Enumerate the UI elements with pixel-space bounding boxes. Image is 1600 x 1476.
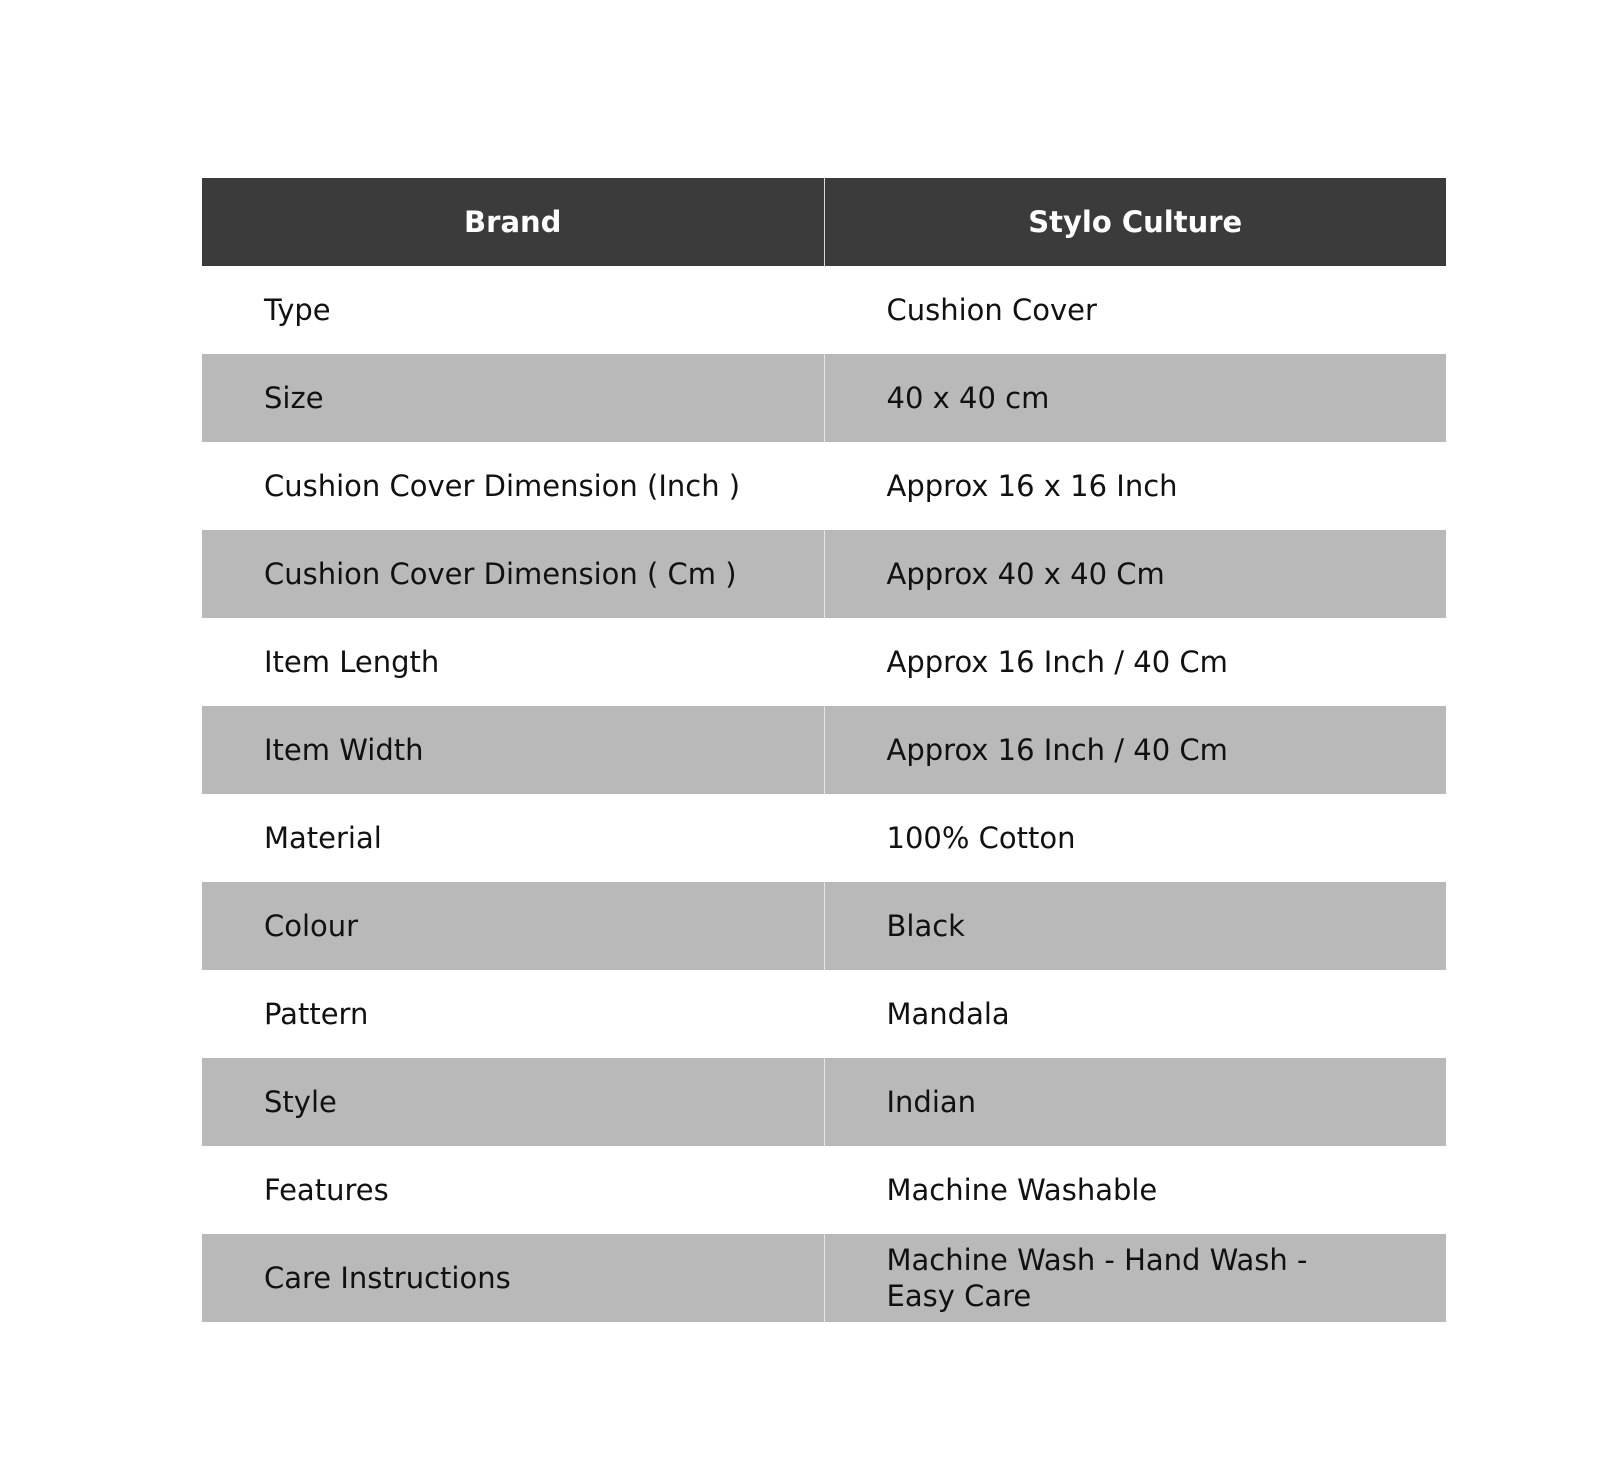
spec-table-body bbox=[202, 266, 1446, 1322]
row-label: Features bbox=[202, 1146, 824, 1234]
row-value: Mandala bbox=[824, 970, 1446, 1058]
table-row bbox=[202, 266, 1446, 354]
table-row bbox=[202, 618, 1446, 706]
row-label: Type bbox=[202, 266, 824, 354]
row-label: Size bbox=[202, 354, 824, 442]
row-value: Approx 16 x 16 Inch bbox=[824, 442, 1446, 530]
header-brand-label: Brand bbox=[202, 178, 824, 266]
row-label: Material bbox=[202, 794, 824, 882]
table-row bbox=[202, 794, 1446, 882]
row-value: Indian bbox=[824, 1058, 1446, 1146]
row-value: Approx 40 x 40 Cm bbox=[824, 530, 1446, 618]
row-value: 40 x 40 cm bbox=[824, 354, 1446, 442]
table-row bbox=[202, 882, 1446, 970]
row-label: Cushion Cover Dimension (Inch ) bbox=[202, 442, 824, 530]
row-label: Item Length bbox=[202, 618, 824, 706]
row-value: Machine Washable bbox=[824, 1146, 1446, 1234]
spec-table-header bbox=[202, 178, 1446, 266]
row-value: Approx 16 Inch / 40 Cm bbox=[824, 618, 1446, 706]
row-value: Machine Wash - Hand Wash - Easy Care bbox=[824, 1234, 1446, 1322]
table-row bbox=[202, 1058, 1446, 1146]
row-label: Style bbox=[202, 1058, 824, 1146]
table-row bbox=[202, 1146, 1446, 1234]
row-value: Approx 16 Inch / 40 Cm bbox=[824, 706, 1446, 794]
row-label: Colour bbox=[202, 882, 824, 970]
header-row bbox=[202, 178, 1446, 266]
table-row bbox=[202, 442, 1446, 530]
table-row bbox=[202, 530, 1446, 618]
table-row bbox=[202, 970, 1446, 1058]
row-label: Care Instructions bbox=[202, 1234, 824, 1322]
row-value: Cushion Cover bbox=[824, 266, 1446, 354]
row-value: 100% Cotton bbox=[824, 794, 1446, 882]
table-row bbox=[202, 1234, 1446, 1322]
table-row bbox=[202, 354, 1446, 442]
row-label: Cushion Cover Dimension ( Cm ) bbox=[202, 530, 824, 618]
table-row bbox=[202, 706, 1446, 794]
header-brand-value: Stylo Culture bbox=[824, 178, 1446, 266]
spec-table bbox=[202, 178, 1446, 1322]
row-label: Pattern bbox=[202, 970, 824, 1058]
row-value: Black bbox=[824, 882, 1446, 970]
row-label: Item Width bbox=[202, 706, 824, 794]
